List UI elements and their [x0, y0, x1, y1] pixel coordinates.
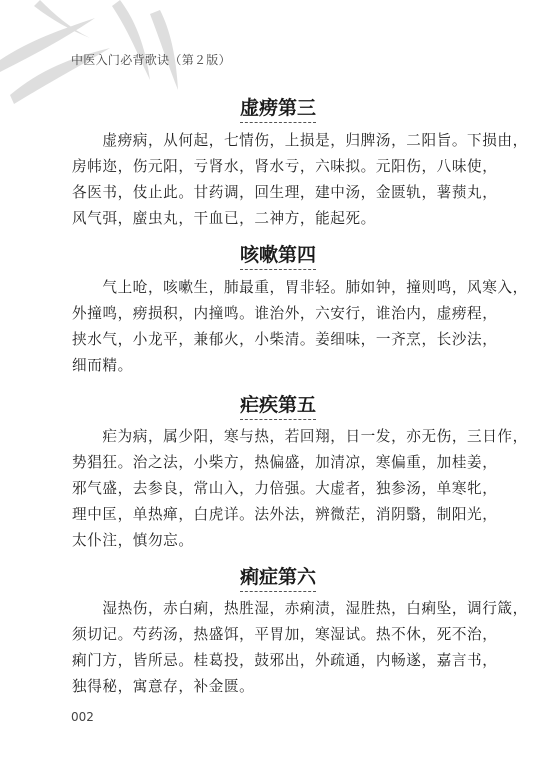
text-line: 虚痨病，从何起，七情伤，上损是，归脾汤，二阳旨。下损由， — [72, 132, 528, 149]
section-body-kesou — [72, 275, 528, 379]
text-line: 细而精。 — [72, 357, 133, 374]
text-line: 理中匡，单热瘅，白虎详。法外法，辨微茫，消阴翳，制阳光， — [72, 506, 498, 523]
text-line: 势猖狂。治之法，小柴方，热偏盛，加清凉，寒偏重，加桂姜， — [72, 454, 498, 471]
section-title-lizheng — [0, 562, 556, 592]
text-line: 外撞鸣，痨损积，内撞鸣。谁治外，六安行，谁治内，虚痨程， — [72, 305, 498, 322]
section-title-nueji — [0, 390, 556, 420]
text-line: 太仆注，慎勿忘。 — [72, 532, 194, 549]
text-line: 湿热伤，赤白痢，热胜湿，赤痢渍，湿胜热，白痢坠，调行箴， — [72, 600, 528, 617]
page-number: 002 — [71, 710, 94, 724]
text-line: 须切记。芍药汤，热盛饵，平胃加，寒湿试。热不休，死不治， — [72, 626, 498, 643]
section-title-text: 虚痨第三 — [240, 93, 316, 123]
section-body-xulao — [72, 128, 528, 232]
text-line: 痢门方，皆所忌。桂葛投，鼓邪出，外疏通，内畅遂，嘉言书， — [72, 652, 498, 669]
section-title-text: 疟疾第五 — [240, 390, 316, 420]
text-line: 独得秘，寓意存，补金匮。 — [72, 678, 255, 695]
section-title-text: 咳嗽第四 — [240, 240, 316, 270]
text-line: 气上呛，咳嗽生，肺最重，胃非轻。肺如钟，撞则鸣，风寒入， — [72, 279, 528, 296]
section-title-text: 痢症第六 — [240, 562, 316, 592]
text-line: 各医书，伎止此。甘药调，回生理，建中汤，金匮轨，薯蓣丸， — [72, 184, 498, 201]
text-line: 邪气盛，去参良，常山入，力倍强。大虚者，独参汤，单寒牝， — [72, 480, 498, 497]
section-body-nueji — [72, 424, 528, 554]
text-line: 风气弭，䗪虫丸，干血已，二神方，能起死。 — [72, 210, 376, 227]
text-line: 房帏迩，伤元阳，亏肾水，肾水亏，六味拟。元阳伤，八味使， — [72, 158, 498, 175]
running-header: 中医入门必背歌诀（第２版） — [71, 53, 231, 67]
text-line: 挟水气，小龙平，兼郁火，小柴清。姜细味，一齐烹，长沙法， — [72, 331, 498, 348]
text-line: 疟为病，属少阳，寒与热，若回翔，日一发，亦无伤，三日作， — [72, 428, 528, 445]
section-title-xulao — [0, 93, 556, 123]
section-body-lizheng — [72, 596, 528, 700]
section-title-kesou — [0, 240, 556, 270]
